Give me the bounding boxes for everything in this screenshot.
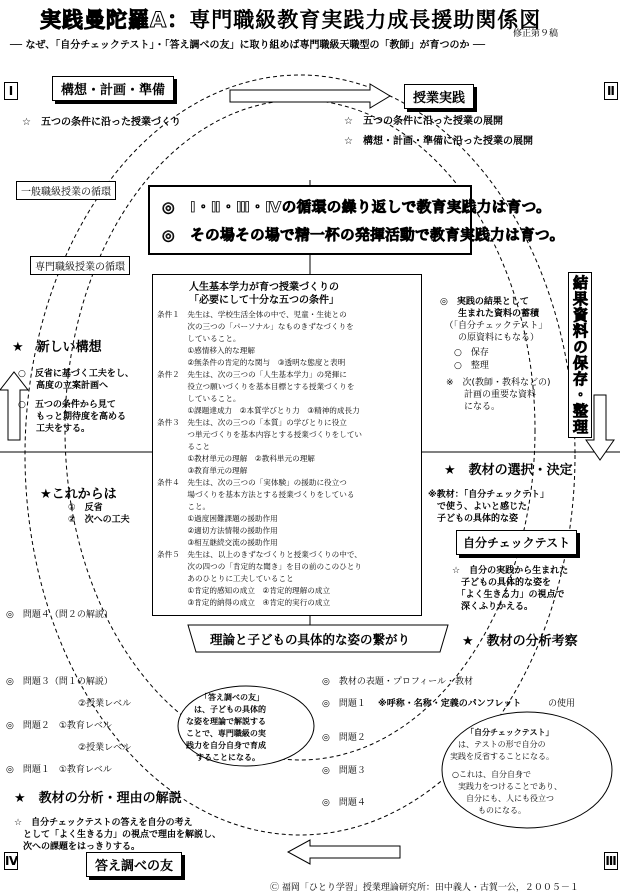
arrow-top	[230, 84, 390, 108]
answer-friend-bubble-l2: は、子どもの具体的	[194, 705, 266, 714]
self-check-desc2: 子どもの具体的な姿を	[452, 578, 552, 588]
page-title: 実践曼陀羅A：専門職級教育実践力成長援助関係図	[40, 8, 542, 32]
self-check-bubble-l1: 「自分チェックテスト」	[466, 728, 554, 737]
self-check-bubble-l6: 自分にも、人にも役立つ	[466, 794, 554, 803]
answer-friend-bubble-l4: ことで、専門職級の実	[186, 729, 266, 738]
subtitle: ── なぜ、「自分チェックテスト」・「答え調べの友」に取り組めば専門職級天職型の「教師」が育つのか ──	[10, 40, 486, 51]
reason-analysis-l3: 次への課題をはっきりする。	[14, 842, 141, 852]
right-intro: ◎ 教材の表題・プロフィール・教材	[322, 677, 473, 687]
condition-line: あのひとりに工夫していること	[157, 574, 294, 583]
question-2-left-b: ②授業レベル	[78, 743, 132, 753]
condition-line: ①教材単元の理解 ②教科単元の理解	[157, 454, 315, 463]
answer-friend-bubble-l5: 践力を自分自身で育成	[186, 741, 266, 750]
question-2-right: ◎ 問題２	[322, 733, 366, 743]
condition-line: ②無条件の肯定的な関与 ③透明な態度と表明	[157, 358, 346, 367]
result-vertical-label: 結果資料の保存・整理	[568, 272, 592, 438]
question-3-left-b: ②授業レベル	[78, 699, 132, 709]
self-check-desc4: 深くふりかえる。	[452, 602, 534, 612]
professional-cycle-label: 専門職級授業の循環	[30, 256, 130, 275]
roman-three: Ⅲ	[605, 854, 617, 868]
result-item1: ○ 保存	[454, 348, 489, 358]
condition-line: ること	[157, 442, 211, 451]
result-note2: 計画の重要な資料	[446, 390, 537, 400]
conditions-list	[157, 309, 419, 609]
condition-line: ③教育単元の理解	[157, 466, 248, 475]
result-note1: ※ 次(教師・教科などの)	[446, 378, 551, 388]
central-message-box	[148, 185, 565, 255]
question-3-left: ◎ 問題３（問１の解説）	[6, 677, 113, 687]
reason-analysis-l1: ☆ 自分チェックテストの答えを自分の考え	[14, 818, 193, 828]
question-4-left: ◎ 問題４（問２の解説）	[6, 610, 113, 620]
answer-friend-bubble-l3: な姿を理論で解説する	[186, 717, 266, 726]
self-check-bubble-l4: ○これは、自分自身で	[452, 770, 531, 779]
question-1-left: ◎ 問題１ ①教育レベル	[6, 765, 112, 775]
self-check-bubble-l5: 実践力をつけることであり、	[458, 782, 562, 791]
self-check-desc1: ☆ 自分の実践から生まれた	[452, 566, 569, 576]
condition-line: ②適切方法情報の援助作用	[157, 526, 278, 535]
phase1-label: 構想・計画・準備	[52, 76, 174, 101]
from-now-heading: ★これからは	[40, 487, 117, 502]
question-4-right: ◎ 問題４	[322, 798, 366, 808]
condition-line: ③肯定的納得の成立 ④肯定的実行の成立	[157, 598, 331, 607]
condition-line: 次の四つの「肯定的な聞き」を目の前のこのひとり	[157, 562, 363, 571]
condition-line: 条件４ 先生は、次の三つの「実体験」の援助に役立つ	[157, 478, 347, 487]
phase2-label: 授業実践	[404, 84, 474, 109]
condition-line: こと。	[157, 502, 211, 511]
phase1-item: ☆ 五つの条件に沿った授業づくり	[22, 117, 181, 128]
link-banner-text: 理論と子どもの具体的な姿の繋がり	[210, 632, 411, 647]
revision-label: 修正第９稿	[513, 29, 559, 39]
result-line4: の原資料にもなる）	[440, 333, 540, 343]
material-note2: で使う、よいと感じた	[428, 502, 528, 512]
new-concept-heading: ★ 新しい構想	[12, 340, 102, 355]
question-2-left: ◎ 問題２ ①教育レベル	[6, 721, 112, 731]
from-now-item1: ① 反省	[68, 503, 103, 513]
condition-line: 場づくりを基本方法とする授業づくりをしている	[157, 490, 355, 499]
general-cycle-label: 一般職級授業の循環	[16, 181, 116, 200]
central-message-line2: ◎ その場その場で精一杯の発揮活動で教育実践力は育つ。	[162, 228, 565, 244]
conditions-title2: 「必要にして十分な五つの条件」	[189, 295, 339, 306]
new-concept-item2c: 工夫をする。	[18, 424, 91, 434]
condition-line: ①課題達成力 ②本質学びとり力 ③精神的成長力	[157, 406, 360, 415]
condition-line: 条件５ 先生は、以上のきずなづくりと授業づくりの中で、	[157, 550, 362, 559]
condition-line: ①感情移入的な理解	[157, 346, 255, 355]
answer-friend-label: 答え調べの友	[86, 852, 182, 877]
self-check-desc3: 「よく生きる力」の視点で	[452, 590, 565, 600]
self-check-label: 自分チェックテスト	[456, 530, 577, 555]
new-concept-item1b: 高度の立案計画へ	[18, 381, 109, 391]
central-message-line1: ◎ Ⅰ・Ⅱ・Ⅲ・Ⅳの循環の繰り返しで教育実践力は育つ。	[162, 200, 552, 216]
condition-line: 条件３ 先生は、次の三つの「本質」の学びとりに役立	[157, 418, 347, 427]
condition-line: ①肯定的感知の成立 ②肯定的理解の成立	[157, 586, 331, 595]
result-line3: （「自分チェックテスト」	[440, 321, 548, 331]
conditions-title1: 人生基本学力が育つ授業づくりの	[189, 282, 339, 293]
conditions-box	[152, 274, 422, 616]
condition-line: していること。	[157, 394, 241, 403]
condition-line: つ単元づくりを基本内容とする授業づくりをしてい	[157, 430, 363, 439]
result-note3: になる。	[446, 402, 501, 412]
question-3-right: ◎ 問題３	[322, 766, 366, 776]
condition-line: 条件２ 先生は、次の三つの「人生基本学力」の発揮に	[157, 370, 347, 379]
result-item2: ○ 整理	[454, 361, 489, 371]
result-line2: 生まれた資料の蓄積	[440, 309, 540, 319]
question-1-right: ◎ 問題１	[322, 699, 366, 709]
answer-friend-bubble-l1: 「答え調べの友」	[200, 693, 264, 702]
condition-line: 条件１ 先生は、学校生活全体の中で、児童・生徒との	[157, 310, 347, 319]
result-line1: ◎ 実践の結果として	[440, 297, 529, 307]
arrow-bottom	[288, 840, 400, 864]
roman-two: Ⅱ	[604, 82, 618, 100]
new-concept-item1a: ○ 反省に基づく工夫をし、	[18, 369, 134, 379]
phase2-item1: ☆ 五つの条件に沿った授業の展開	[344, 116, 503, 127]
condition-line: 次の三つの「パーソナル」なものきずなづくりを	[157, 322, 354, 331]
roman-one: Ⅰ	[4, 82, 18, 100]
question-1-right-tail: の使用	[548, 699, 576, 709]
footer-credit: Ⓒ 福岡「ひとり学習」授業理論研究所：田中義人・古賀一公，２００５－１	[270, 883, 579, 893]
self-check-bubble-l2: は、テストの形で自分の	[458, 740, 546, 749]
material-note3: 子どもの具体的な姿	[428, 514, 519, 524]
answer-friend-bubble-l6: することになる。	[196, 753, 260, 762]
new-concept-item2a: ○ 五つの条件から見て	[18, 400, 116, 410]
from-now-item2: ② 次への工夫	[68, 515, 130, 525]
analysis-heading: ★ 教材の分析考察	[462, 634, 578, 649]
material-note1: ※教材：「自分チェックテト」	[428, 490, 549, 500]
question-1-right-note: ※呼称・名称・定義のパンフレット	[378, 699, 522, 709]
material-select-heading: ★ 教材の選択・決定	[444, 463, 573, 478]
reason-analysis-l2: として「よく生きる力」の視点で理由を解説し、	[14, 830, 222, 840]
condition-line: ①過度困難課題の援助作用	[157, 514, 278, 523]
reason-analysis-heading: ★ 教材の分析・理由の解説	[14, 791, 182, 806]
new-concept-item2b: もっと期待度を高める	[18, 412, 127, 422]
condition-line: ③相互継続交流の援助作用	[157, 538, 278, 547]
condition-line: 役立つ願いづくりを基本目標とする授業づくりを	[157, 382, 355, 391]
self-check-bubble-l7: ものになる。	[478, 806, 526, 815]
self-check-bubble-l3: 実践を反省することになる。	[450, 752, 554, 761]
condition-line: していること。	[157, 334, 241, 343]
phase2-item2: ☆ 構想・計画・準備に沿った授業の展開	[344, 136, 533, 147]
roman-four: Ⅳ	[5, 854, 19, 868]
